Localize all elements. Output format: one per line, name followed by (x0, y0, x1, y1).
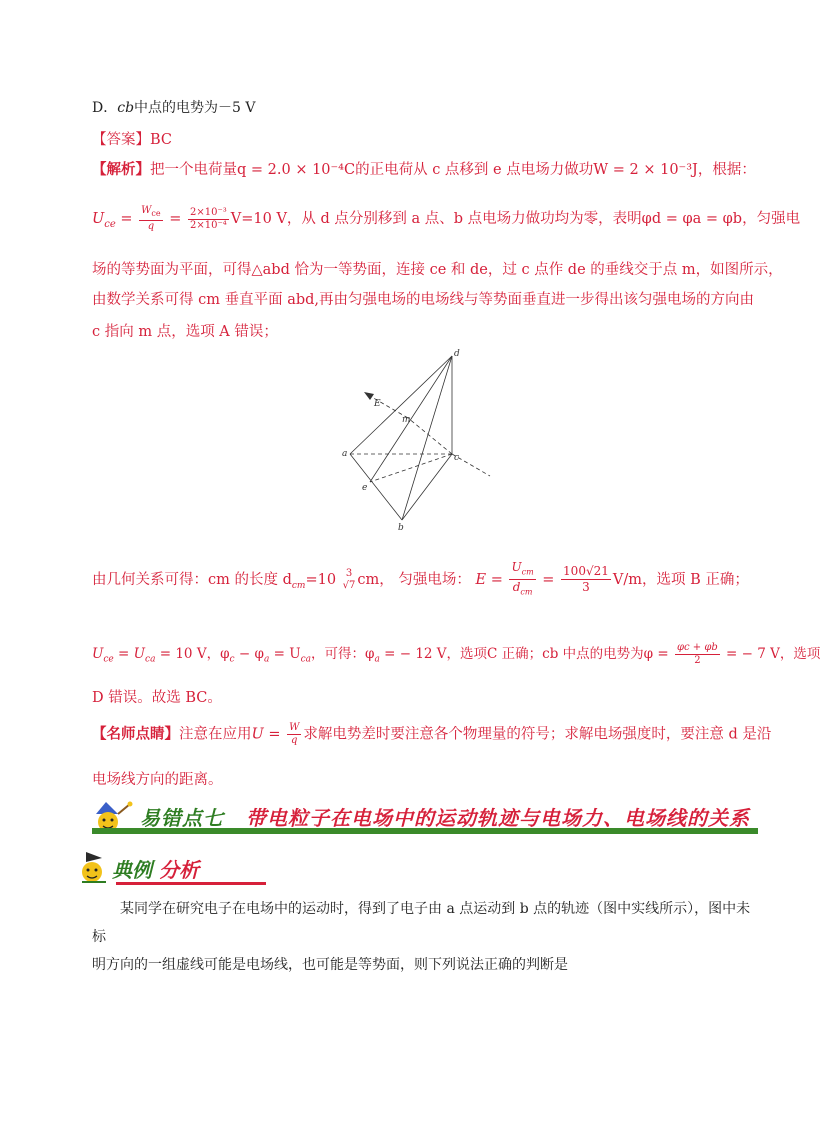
label-c: c (454, 453, 460, 463)
option-d (92, 97, 256, 117)
pot-part5-sub: ca (300, 654, 311, 665)
section-banner (92, 800, 758, 836)
label-E: E (374, 399, 381, 409)
answer-line (92, 128, 172, 149)
frac-den-2: 2×10⁻⁴ (190, 219, 227, 231)
analysis-line-4 (92, 288, 754, 309)
label-d: d (454, 349, 460, 359)
pot-part3-sub: c (229, 654, 235, 665)
question-paragraph (92, 895, 752, 979)
potential-line-2 (92, 686, 222, 707)
frac1-den: d (512, 580, 521, 595)
sqrt-num: 3 (345, 567, 353, 579)
answer-tag: 【答案】 (92, 132, 150, 148)
pot-part8: = − 7 V，选项 (721, 646, 820, 662)
question-line2: 明方向的一组虚线可能是电场线，也可能是等势面，则下列说法正确的判断是 (92, 957, 568, 973)
pot-part5: = U (269, 646, 301, 662)
pot-part3: = 10 V，φ (155, 646, 230, 662)
edge-db (402, 356, 452, 520)
pot-part7: = − 12 V，选项C 正确；cb 中点的电势为φ = (379, 646, 669, 662)
analysis-line-3 (92, 258, 783, 279)
geometry-eq2: = (542, 571, 555, 588)
u-symbol: U (92, 211, 105, 227)
geometry-line (92, 560, 749, 601)
label-m: m (402, 415, 411, 425)
pot-part4: − φ (234, 646, 264, 662)
frac1-den-sub: cm (520, 587, 533, 597)
arrow-e-icon (364, 392, 374, 400)
tip-text2: 求解电势差时要注意各个物理量的符号；求解电场强度时，要注意 d 是沿 (303, 726, 772, 743)
analysis-line-1 (92, 158, 756, 179)
analysis-text-3: 场的等势面为平面，可得△abd 恰为一等势面，连接 ce 和 de，过 c 点作 de 的垂线交于点 m，如图所示， (92, 262, 783, 278)
potential-line (92, 642, 820, 667)
frac-num: W (141, 205, 152, 216)
tip-line2: 电场线方向的距离。 (92, 772, 223, 788)
sqrt-fraction (341, 568, 358, 592)
option-d-text: 中点的电势为－5 V (134, 100, 256, 116)
banner-prefix: 易错点七 (140, 806, 224, 830)
tip-tag: 【名师点睛】 (92, 725, 179, 743)
pot-frac-num: φc + φb (677, 642, 718, 653)
frac-num-sub: ce (151, 209, 161, 218)
geometry-prefix: 由几何关系可得：cm 的长度 d (92, 571, 292, 588)
frac2-den: 3 (582, 580, 590, 595)
label-b: b (398, 523, 404, 533)
u-subscript: ce (104, 218, 116, 230)
E-lhs: E = (475, 571, 503, 588)
edge-cb (402, 454, 452, 520)
section-part2: 分析 (158, 858, 199, 882)
question-line1: 某同学在研究电子在电场中的运动时，得到了电子由 a 点运动到 b 点的轨迹（图中实线所示），图中未标 (92, 901, 751, 945)
tip-line-2 (92, 768, 223, 789)
sqrt-den-wrap: √7 (342, 579, 356, 591)
analysis-text-2: V=10 V，从 d 点分别移到 a 点、b 点电场力做功均为零，表明φd = φa = φb，匀强电 (230, 211, 801, 227)
geometry-eq: =10 (305, 571, 337, 588)
frac1-num: U (511, 560, 522, 574)
tip-line (92, 722, 771, 747)
tip-frac-den: q (291, 735, 298, 746)
analysis-line-5 (92, 320, 278, 341)
pot-u1-sub: ce (103, 654, 114, 665)
equals: = (120, 211, 133, 227)
banner-title-text: 带电粒子在电场中的运动轨迹与电场力、电场线的关系 (245, 806, 750, 830)
label-a: a (342, 449, 348, 459)
pot-part6: ，可得：φ (311, 646, 375, 662)
frac-den: q (147, 221, 155, 232)
section-part1: 典例 (112, 858, 152, 882)
frac-num-2: 2×10⁻³ (190, 206, 227, 218)
pot-u1: U (92, 646, 104, 662)
fraction-100sqrt21-3 (561, 564, 611, 595)
frac1-num-sub: cm (521, 567, 534, 577)
analysis-text-4: 由数学关系可得 cm 垂直平面 abd,再由匀强电场的电场线与等势面垂直进一步得出该匀强电场的方向由 (92, 292, 755, 308)
banner-title (140, 802, 750, 831)
analysis-tag: 【解析】 (92, 161, 150, 178)
sqrt-den: 7 (349, 579, 356, 591)
option-d-label: D． (92, 100, 118, 116)
fraction-w-over-q (139, 205, 163, 233)
section-underline (116, 882, 266, 885)
pot-line2: D 错误。故选 BC。 (92, 690, 222, 706)
edge-ab (350, 454, 402, 520)
geometry-tail: V/m，选项 B 正确； (612, 571, 749, 588)
analysis-text-5: c 指向 m 点，选项 A 错误； (92, 324, 278, 340)
pot-u2: = U (113, 646, 146, 662)
edge-de (370, 356, 452, 482)
pot-frac-den: 2 (694, 655, 701, 666)
section-title (112, 854, 199, 883)
label-e: e (362, 483, 368, 493)
tip-u: U = (251, 726, 281, 743)
geometry-sub: cm (291, 580, 306, 591)
mascot-icon (76, 848, 116, 888)
equals-2: = (169, 211, 182, 227)
option-d-var: cb (117, 100, 135, 116)
pot-part4-sub: a (263, 654, 270, 665)
fraction-ucm-dcm (509, 560, 535, 600)
pot-u2-sub: ca (145, 654, 156, 665)
pot-part6-sub: a (374, 654, 380, 665)
geometry-unit: cm， 匀强电场： (357, 571, 471, 588)
tetrahedron-figure (330, 348, 510, 538)
fraction-w-q (287, 722, 301, 747)
frac2-num: 100√21 (563, 564, 609, 579)
fraction-phi-avg (675, 642, 720, 667)
tip-text1: 注意在应用 (179, 726, 252, 743)
analysis-line-2 (92, 205, 800, 233)
answer-value: BC (150, 132, 173, 148)
section-header (76, 848, 276, 888)
tip-frac-num: W (289, 722, 300, 733)
edge-ce (370, 454, 452, 482)
analysis-text-1: 把一个电荷量q = 2.0 × 10⁻⁴C的正电荷从 c 点移到 e 点电场力做功W = 2 × 10⁻³J，根据： (150, 162, 756, 178)
line-cm (408, 418, 452, 454)
fraction-values (188, 207, 229, 232)
